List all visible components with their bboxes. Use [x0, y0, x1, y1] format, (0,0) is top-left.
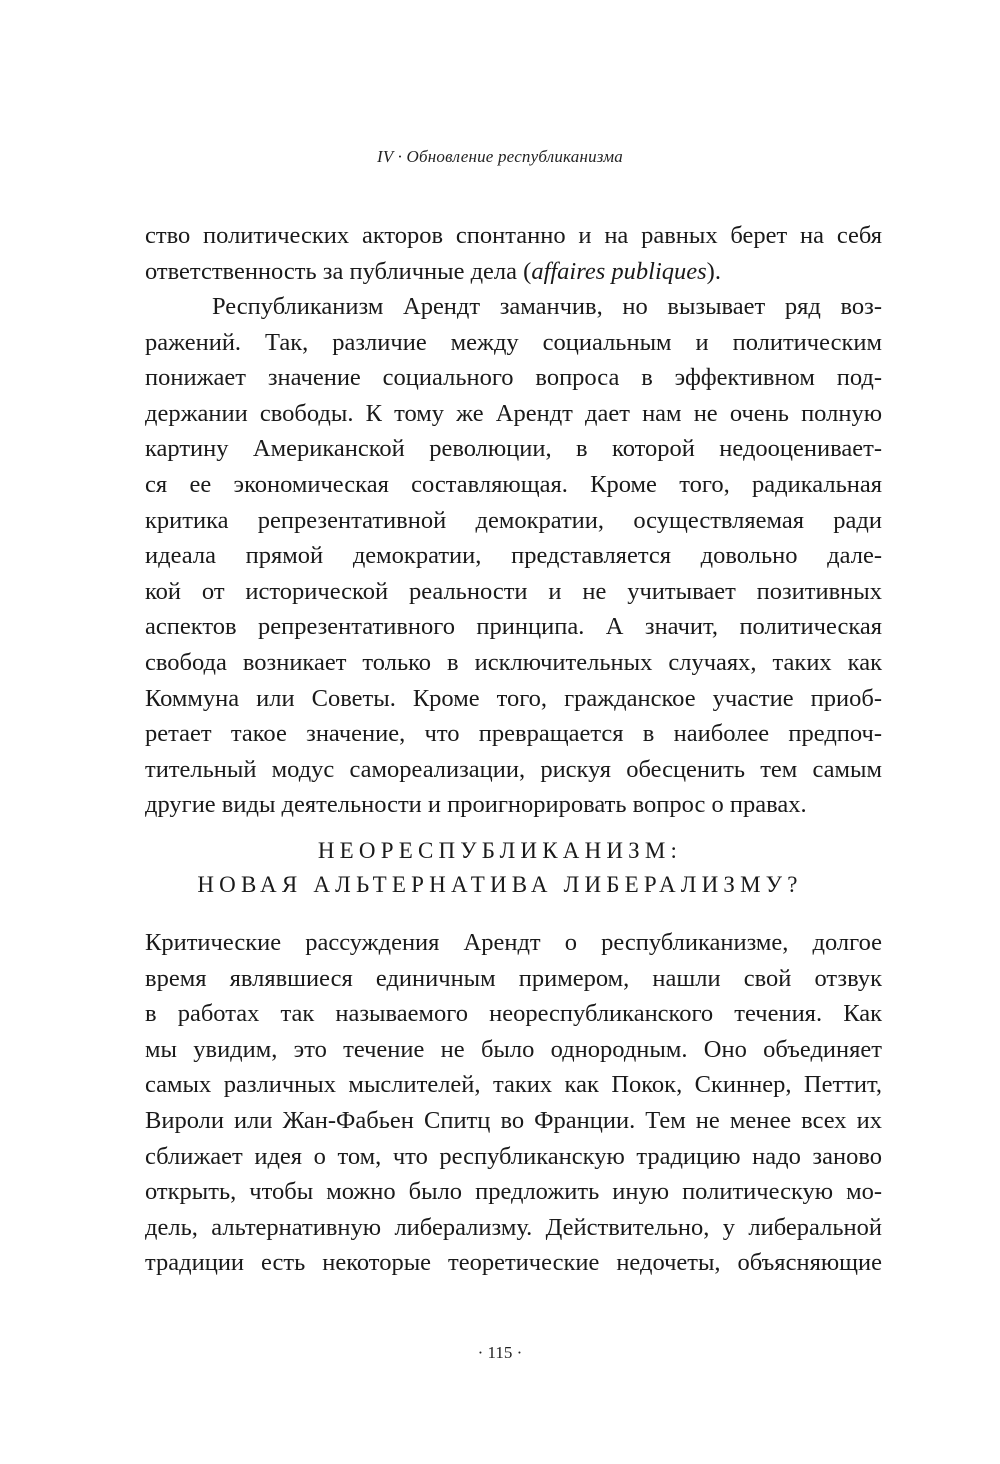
text-line: аспектов репрезентативного принципа. А значит, политическая: [145, 613, 882, 641]
text-line: картину Американской революции, в которой недооценивает-: [145, 435, 882, 463]
running-head: IV · Обновление республиканизма: [377, 147, 623, 166]
text-line: свобода возникает только в исключительных случаях, таких как: [145, 648, 882, 676]
text-fragment: ).: [706, 257, 721, 285]
text-line: критика репрезентативной демократии, осуществляемая ради: [145, 506, 882, 534]
page-number: · 115 ·: [477, 1343, 523, 1362]
text-line: Вироли или Жан-Фабьен Спитц во Франции. Тем не менее всех их: [145, 1106, 882, 1134]
text-line: Коммуна или Советы. Кроме того, гражданское участие приоб-: [145, 684, 882, 712]
text-line: традиции есть некоторые теоретические недочеты, объясняющие: [145, 1249, 882, 1277]
paragraph-continued: [145, 218, 882, 289]
text-line: ражений. Так, различие между социальным и политическим: [145, 328, 882, 356]
text-line: в работах так называемого неореспубликанского течения. Как: [145, 1000, 882, 1028]
paragraph-2: [145, 289, 882, 823]
text-line: держании свободы. К тому же Арендт дает нам не очень полную: [145, 399, 882, 427]
text-line: самых различных мыслителей, таких как Покок, Скиннер, Петтит,: [145, 1071, 882, 1099]
text-line: другие виды деятельности и проигнорировать вопрос о правах.: [145, 791, 807, 819]
text-line: Республиканизм Арендт заманчив, но вызывает ряд воз-: [212, 293, 882, 320]
italic-term: affaires publiques: [531, 257, 707, 285]
section-heading: [0, 834, 1000, 902]
text-line: сближает идея о том, что республиканскую традицию надо заново: [145, 1142, 882, 1170]
text-line: кой от исторической реальности и не учитывает позитивных: [145, 577, 882, 605]
text-line: Критические рассуждения Арендт о республиканизме, долгое: [145, 929, 882, 956]
text-line: ся ее экономическая составляющая. Кроме того, радикальная: [145, 470, 882, 498]
text-line: [145, 254, 882, 290]
text-line: ство политических акторов спонтанно и на равных берет на себя: [145, 222, 882, 249]
text-line: дель, альтернативную либерализму. Действительно, у либеральной: [145, 1213, 882, 1241]
text-line: время являвшиеся единичным примером, нашли свой отзвук: [145, 964, 882, 992]
section-heading-line-1: НЕОРЕСПУБЛИКАНИЗМ:: [317, 838, 683, 863]
text-line: ретает такое значение, что превращается в наиболее предпоч-: [145, 720, 882, 748]
text-line: тительный модус самореализации, рискуя обесценить тем самым: [145, 755, 882, 783]
paragraph-3: [145, 925, 882, 1281]
text-line: открыть, чтобы можно было предложить иную политическую мо-: [145, 1178, 882, 1206]
text-fragment: ответственность за публичные дела (: [145, 257, 532, 285]
text-line: понижает значение социального вопроса в эффективном под-: [145, 364, 882, 392]
section-heading-line-2: НОВАЯ АЛЬТЕРНАТИВА ЛИБЕРАЛИЗМУ?: [197, 872, 803, 897]
text-line: идеала прямой демократии, представляется довольно далe-: [145, 542, 882, 570]
text-line: мы увидим, это течение не было однородным. Оно объединяет: [145, 1035, 882, 1063]
